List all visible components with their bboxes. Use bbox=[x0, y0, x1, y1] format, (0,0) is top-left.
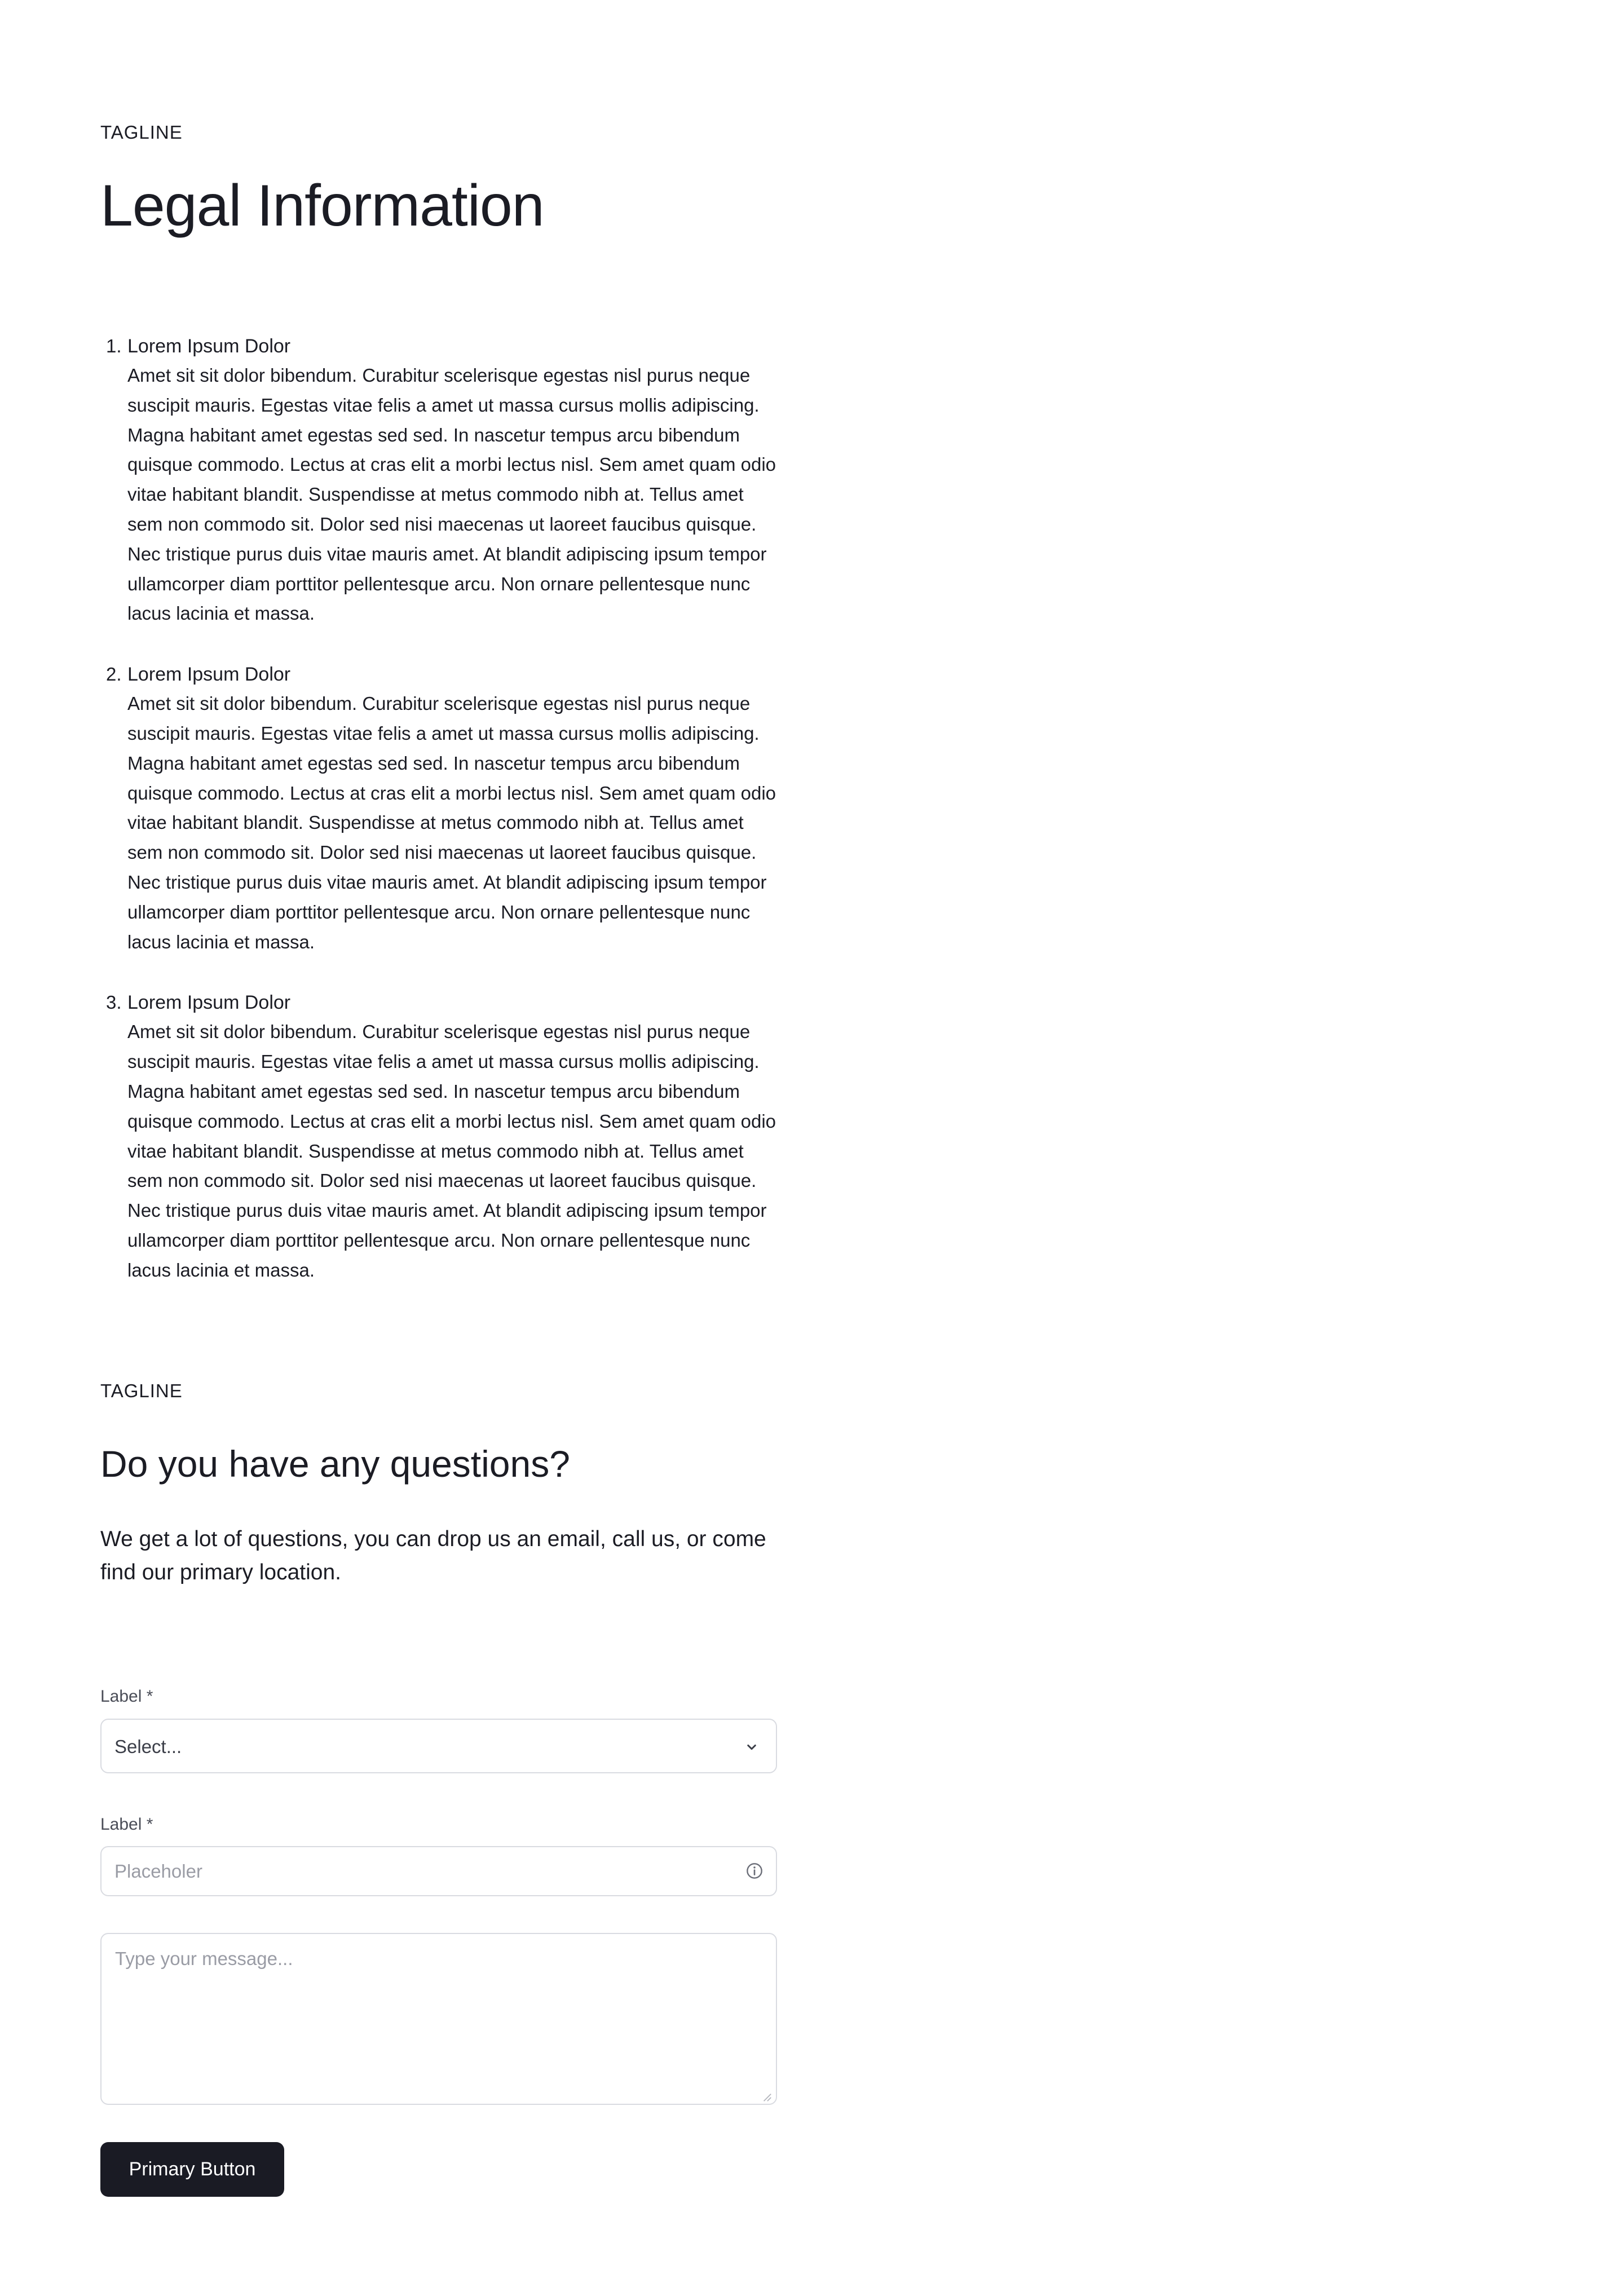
list-item-number: 2. bbox=[106, 664, 122, 685]
select-dropdown[interactable] bbox=[100, 1719, 777, 1773]
list-item-title: Lorem Ipsum Dolor bbox=[127, 335, 291, 357]
list-item-title: Lorem Ipsum Dolor bbox=[127, 664, 291, 686]
resize-handle-icon[interactable] bbox=[762, 2092, 772, 2102]
select-value: Select... bbox=[114, 1736, 182, 1757]
legal-list bbox=[100, 332, 777, 1317]
chevron-down-icon bbox=[743, 1738, 760, 1755]
legal-list-item bbox=[100, 660, 777, 957]
text-input[interactable] bbox=[100, 1846, 777, 1896]
text-field-label bbox=[100, 1814, 153, 1835]
required-mark: * bbox=[146, 1815, 153, 1834]
primary-button[interactable]: Primary Button bbox=[100, 2142, 284, 2197]
select-field-label bbox=[100, 1686, 153, 1707]
list-item-body: Amet sit sit dolor bibendum. Curabitur scelerisque egestas nisl purus neque suscipit mauris. Egestas vitae felis a amet ut massa cursus mollis adipiscing. Magna habitant amet egestas sed sed. In nascetur tempus arcu bibendum quisque commodo. Lectus at cras elit a morbi lectus nisl. Sem amet quam odio vitae habitant blandit. Suspendisse at metus commodo nibh at. Tellus amet sem non commodo sit. Dolor sed nisi maecenas ut laoreet faucibus quisque. Nec tristique purus duis vitae mauris amet. At blandit adipiscing ipsum tempor ullamcorper diam porttitor pellentesque arcu. Non ornare pellentesque nunc lacus lacinia et massa. bbox=[127, 365, 776, 624]
page-title: Legal Information bbox=[100, 173, 544, 239]
info-icon[interactable] bbox=[745, 1862, 764, 1880]
list-item-title: Lorem Ipsum Dolor bbox=[127, 992, 291, 1014]
list-item-number: 1. bbox=[106, 335, 122, 356]
list-item-body: Amet sit sit dolor bibendum. Curabitur scelerisque egestas nisl purus neque suscipit mauris. Egestas vitae felis a amet ut massa cursus mollis adipiscing. Magna habitant amet egestas sed sed. In nascetur tempus arcu bibendum quisque commodo. Lectus at cras elit a morbi lectus nisl. Sem amet quam odio vitae habitant blandit. Suspendisse at metus commodo nibh at. Tellus amet sem non commodo sit. Dolor sed nisi maecenas ut laoreet faucibus quisque. Nec tristique purus duis vitae mauris amet. At blandit adipiscing ipsum tempor ullamcorper diam porttitor pellentesque arcu. Non ornare pellentesque nunc lacus lacinia et massa. bbox=[127, 693, 776, 952]
list-item-number: 3. bbox=[106, 992, 122, 1013]
legal-list-item bbox=[100, 332, 777, 629]
text-field-label-text: Label bbox=[100, 1815, 142, 1834]
legal-tagline: TAGLINE bbox=[100, 122, 183, 143]
select-field-label-text: Label bbox=[100, 1687, 142, 1706]
list-item-body: Amet sit sit dolor bibendum. Curabitur scelerisque egestas nisl purus neque suscipit mauris. Egestas vitae felis a amet ut massa cursus mollis adipiscing. Magna habitant amet egestas sed sed. In nascetur tempus arcu bibendum quisque commodo. Lectus at cras elit a morbi lectus nisl. Sem amet quam odio vitae habitant blandit. Suspendisse at metus commodo nibh at. Tellus amet sem non commodo sit. Dolor sed nisi maecenas ut laoreet faucibus quisque. Nec tristique purus duis vitae mauris amet. At blandit adipiscing ipsum tempor ullamcorper diam porttitor pellentesque arcu. Non ornare pellentesque nunc lacus lacinia et massa. bbox=[127, 1021, 776, 1281]
questions-description: We get a lot of questions, you can drop us an email, call us, or come find our primary location. bbox=[100, 1527, 766, 1584]
questions-title: Do you have any questions? bbox=[100, 1443, 570, 1485]
legal-list-item bbox=[100, 988, 777, 1285]
message-textarea[interactable] bbox=[100, 1933, 777, 2105]
questions-tagline: TAGLINE bbox=[100, 1380, 183, 1401]
required-mark: * bbox=[146, 1687, 153, 1706]
